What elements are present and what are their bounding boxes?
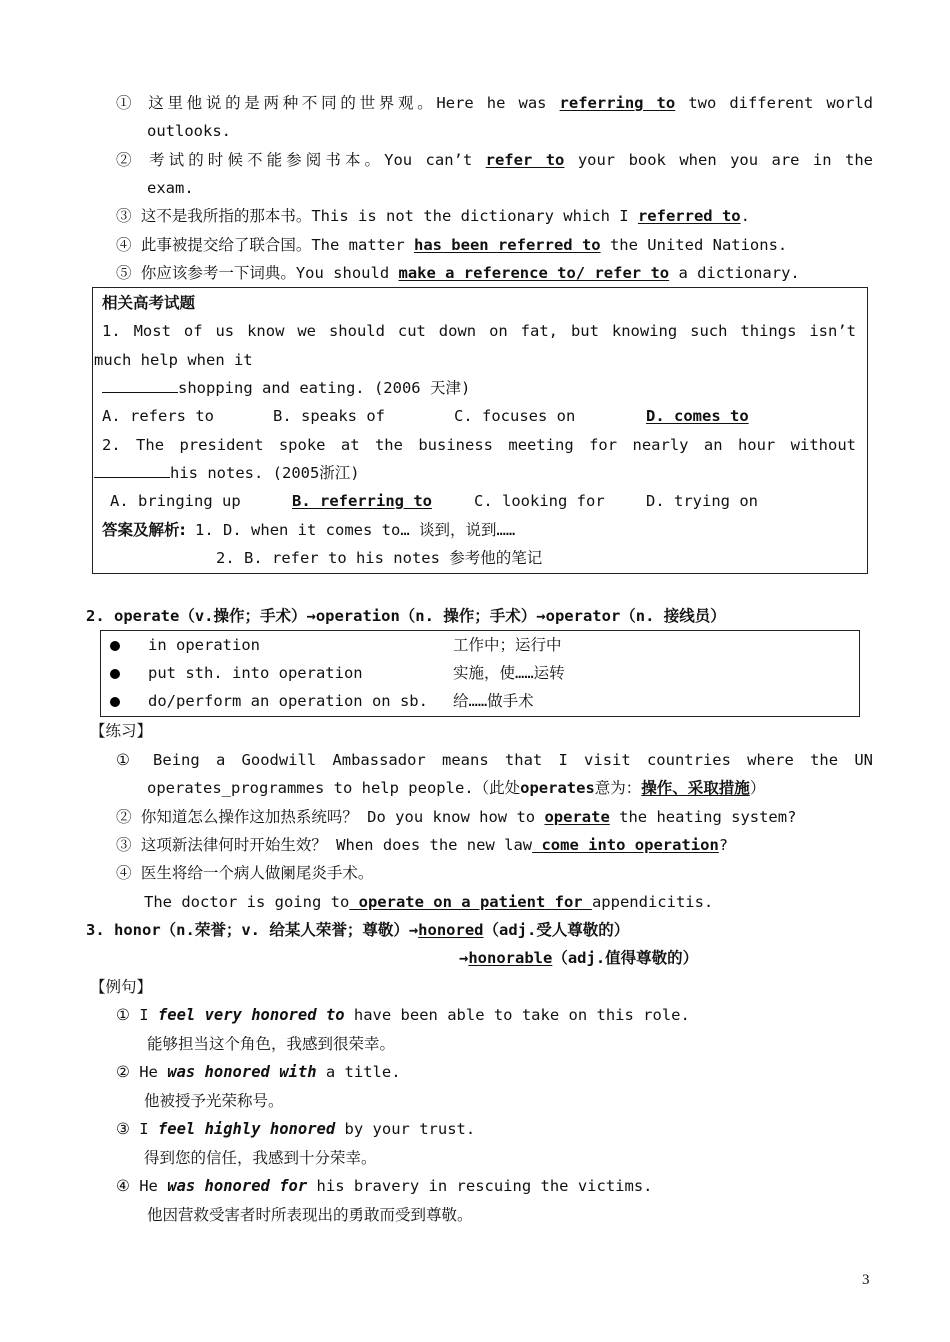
answer-phrase: make a reference to/ refer to <box>398 264 670 282</box>
answer-line-1: 答案及解析: 1. D. when it comes to… 谈到，说到…… <box>102 521 516 539</box>
refer-example-5: ⑤ 你应该参考一下词典。You should make a reference to/ refer to a dictionary. <box>116 264 800 282</box>
refer-example-4: ④ 此事被提交给了联合国。The matter has been referred to the United Nations. <box>116 236 788 254</box>
q1-option-c: C. focuses on <box>454 407 576 425</box>
bullet-icon <box>110 641 120 651</box>
answer-phrase: referred to <box>637 207 741 225</box>
practice-3: ③ 这项新法律何时开始生效？ When does the new law come into operation? <box>116 836 729 854</box>
gaokao-q1-line3: shopping and eating. (2006 天津) <box>102 377 470 399</box>
practice-4-line2: The doctor is going to operate on a patient for appendicitis. <box>144 893 714 911</box>
answer-line-2: 2. B. refer to his notes 参考他的笔记 <box>216 549 543 567</box>
practice-2: ② 你知道怎么操作这加热系统吗？ Do you know how to operate the heating system? <box>116 808 797 826</box>
answer-blank <box>94 463 170 478</box>
practice-label: 【练习】 <box>90 722 153 740</box>
answer-blank <box>102 378 178 393</box>
bullet-icon <box>110 669 120 679</box>
q2-option-b-correct: B. referring to <box>292 492 432 510</box>
gaokao-q1-line1: 1. Most of us know we should cut down on fat, but knowing such things isn’t <box>102 322 856 340</box>
answer-phrase: has been referred to <box>413 236 601 254</box>
gaokao-q1-line2: much help when it <box>94 351 253 369</box>
practice-1-line1: ① Being a Goodwill Ambassador means that I visit countries where the UN <box>116 751 873 769</box>
practice-4-line1: ④ 医生将给一个病人做阑尾炎手术。 <box>116 864 374 882</box>
operate-heading: 2. operate（v.操作；手术）→operation（n. 操作；手术）→operator（n. 接线员） <box>86 607 726 625</box>
q2-option-c: C. looking for <box>474 492 605 510</box>
refer-example-3: ③ 这不是我所指的那本书。This is not the dictionary which I referred to. <box>116 207 750 225</box>
q2-option-d: D. trying on <box>646 492 758 510</box>
practice-1-line2: operates_programmes to help people.（此处operates意为：操作、采取措施） <box>147 779 766 797</box>
answer-phrase: refer to <box>485 151 565 169</box>
answer-phrase: operate on a patient for <box>349 893 592 911</box>
honor-heading-1: 3. honor（n.荣誉；v. 给某人荣誉；尊敬）→honored（adj.受人尊敬的） <box>86 921 630 939</box>
gaokao-q2-line2: his notes. (2005浙江) <box>94 462 360 484</box>
answer-phrase: referring to <box>559 94 676 112</box>
answer-phrase: operate <box>544 808 610 826</box>
honor-heading-2: →honorable（adj.值得尊敬的） <box>459 949 699 967</box>
q1-option-a: A. refers to <box>102 407 214 425</box>
examples-label: 【例句】 <box>90 978 153 996</box>
q2-option-a: A. bringing up <box>110 492 241 510</box>
q1-option-d-correct: D. comes to <box>646 407 749 425</box>
page-number: 3 <box>862 1272 870 1288</box>
q1-option-b: B. speaks of <box>273 407 385 425</box>
answer-phrase: come into operation <box>532 836 719 854</box>
bullet-icon <box>110 697 120 707</box>
gaokao-q2-line1: 2. The president spoke at the business meeting for nearly an hour without <box>102 436 856 454</box>
gaokao-title: 相关高考试题 <box>102 294 196 312</box>
